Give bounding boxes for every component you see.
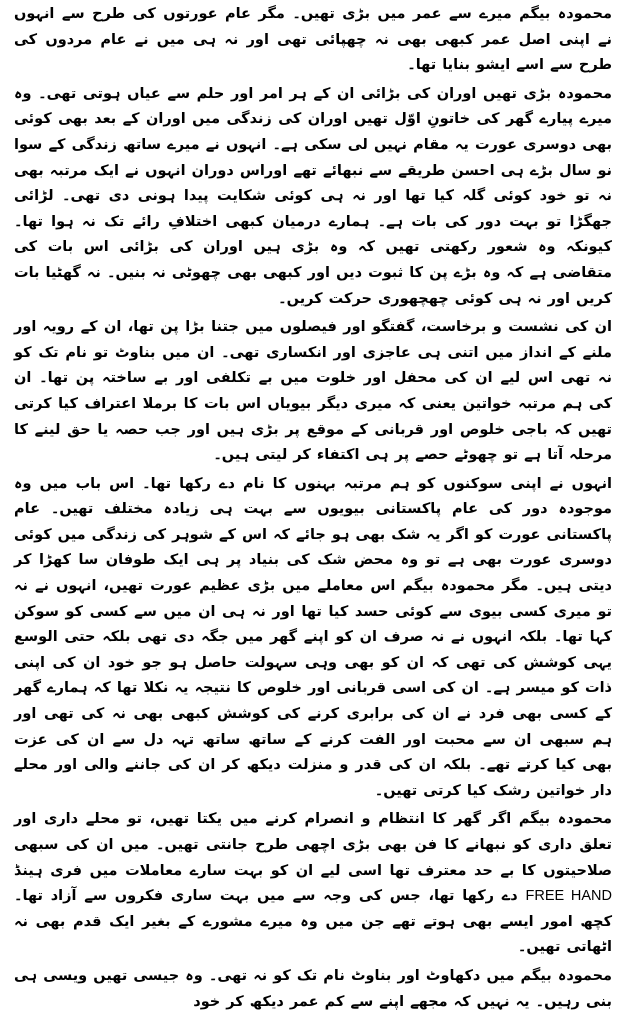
paragraph-household: [14, 807, 612, 961]
paragraph-co-wives: انہوں نے اپنی سوکنوں کو ہم مرتبہ بہنوں کا نام دے رکھا تھا۔ اس باب میں وہ موجودہ دور کی عام پاکستانی بیویوں سے بہت ہی زیادہ مختلف تھیں۔ عام پاکستانی عورت کو اگر یہ شک بھی ہو جائے کہ اس کے شوہر کی زندگی میں کوئی دوسری عورت بھی ہے تو وہ محض شک کی بنیاد پر ہی ایک طوفان سا کھڑا کر دیتی ہیں۔ مگر محمودہ بیگم اس معاملے میں بڑی عظیم عورت تھیں، انہوں نے نہ تو میری کسی بیوی سے کوئی حسد کیا تھا اور نہ ہی ان میں سے کسی کو سوکن کہا تھا۔ بلکہ انہوں نے نہ صرف ان کو اپنے گھر میں جگہ دی تھی بلکہ حتی الوسع یہی کوشش کی تھی کہ ان کو بھی وہی سہولت حاصل ہو جو خود ان کی اپنی ذات کو میسر ہے۔ ان کی اسی قربانی اور خلوص کا نتیجہ یہ نکلا تھا کہ ہمارے گھر کے کسی بھی فرد نے ان کی برابری کرنے کی کوشش کبھی بھی نہ کی تھی اور ہم سبھی ان سے محبت اور الفت کرنے کے ساتھ ساتھ تہہ دل سے ان کی عزت بھی کیا کرتے تھے۔ بلکہ ان کی قدر و منزلت دیکھ کر ان کی جاننے والی اور محلے دار خواتین رشک کیا کرتی تھیں۔: [14, 475, 612, 799]
paragraph-age: محمودہ بیگم میرے سے عمر میں بڑی تھیں۔ مگر عام عورتوں کی طرح سے انہوں نے اپنی اصل عمر کبھی بھی نہ چھپائی تھی اور نہ ہی میں نے عام مردوں کی طرح سے اسے ایشو بنایا تھا۔: [14, 6, 612, 74]
english-term: FREE HAND: [525, 888, 612, 905]
paragraph-first-lady: محمودہ بڑی تھیں اوران کی بڑائی ان کے ہر امر اور حلم سے عیاں ہوتی تھی۔ وہ میرے پیارے گھر کی خاتونِ اوّل تھیں اوران کی زندگی میں اوران کے بعد بھی کوئی بھی دوسری عورت یہ مقام نہیں لی سکی ہے۔ انہوں نے میرے ساتھ زندگی کے سوا نو سال بڑے ہی احسن طریقے سے نبھائے تھے اوراس دوران انہوں نے ایک مرتبہ بھی نہ تو خود کوئی گلہ کیا تھا اور نہ ہی کوئی شکایت پیدا ہونی دی تھی۔ لڑائی جھگڑا تو بہت دور کی بات ہے۔ ہمارے درمیان کبھی اختلافِ رائے تک نہ ہوا تھا۔ کیونکہ وہ شعور رکھتی تھیں کہ وہ بڑی ہیں اوران کی بڑائی اس بات کی متقاضی ہے کہ وہ بڑے پن کا ثبوت دیں اور کبھی بھی چھوٹی نہ بنیں۔ نہ گھٹیا بات کریں اور نہ ہی کوئی چھچھوری حرکت کریں۔: [14, 85, 612, 307]
paragraph-humility: ان کی نشست و برخاست، گفتگو اور فیصلوں میں جتنا بڑا پن تھا، ان کے رویہ اور ملنے کے انداز میں اتنی ہی عاجزی اور انکساری تھی۔ ان میں بناوٹ تو نام تک کو نہ تھی اس لیے ان کی محفل اور خلوت میں بے تکلفی اور بے ساختہ پن تھا۔ ان کی ہم مرتبہ خواتین یعنی کہ میری دیگر بیویاں اس بات کا برملا اعتراف کیا کرتی تھیں کہ باجی خلوص اور قربانی کے موقع پر بڑی ہیں اور جب حصہ یا حق لینے کا مرحلہ آتا ہے تو چھوٹے حصے پر ہی اکتفاء کر لیتی ہیں۔: [14, 319, 612, 464]
household-text-start: محمودہ بیگم اگر گھر کا انتظام و انصرام کرنے میں یکتا تھیں، تو محلے داری اور تعلق داری کو نبھانے کا فن بھی بڑی اچھی طرح جانتی تھیں۔ میں ان کی سبھی صلاحیتوں کا بے حد معترف تھا اسی لیے ان کو بہت سارے معاملات میں فری ہینڈ: [14, 811, 612, 879]
document-page: [14, 2, 612, 1010]
paragraph-no-pretense: محمودہ بیگم میں دکھاوٹ اور بناوٹ نام تک کو نہ تھی۔ وہ جیسی تھیں ویسی ہی بنی رہیں۔ یہ نہیں کہ مجھے اپنے سے کم عمر دیکھ کر خود: [14, 967, 612, 1010]
household-text-end: دے رکھا تھا، جس کی وجہ سے میں بہت ساری فکروں سے آزاد تھا۔ کچھ امور ایسے بھی ہوتے تھے جن میں وہ میرے مشورے کے بغیر ایک قدم بھی نہ اٹھاتی تھیں۔: [14, 888, 612, 956]
